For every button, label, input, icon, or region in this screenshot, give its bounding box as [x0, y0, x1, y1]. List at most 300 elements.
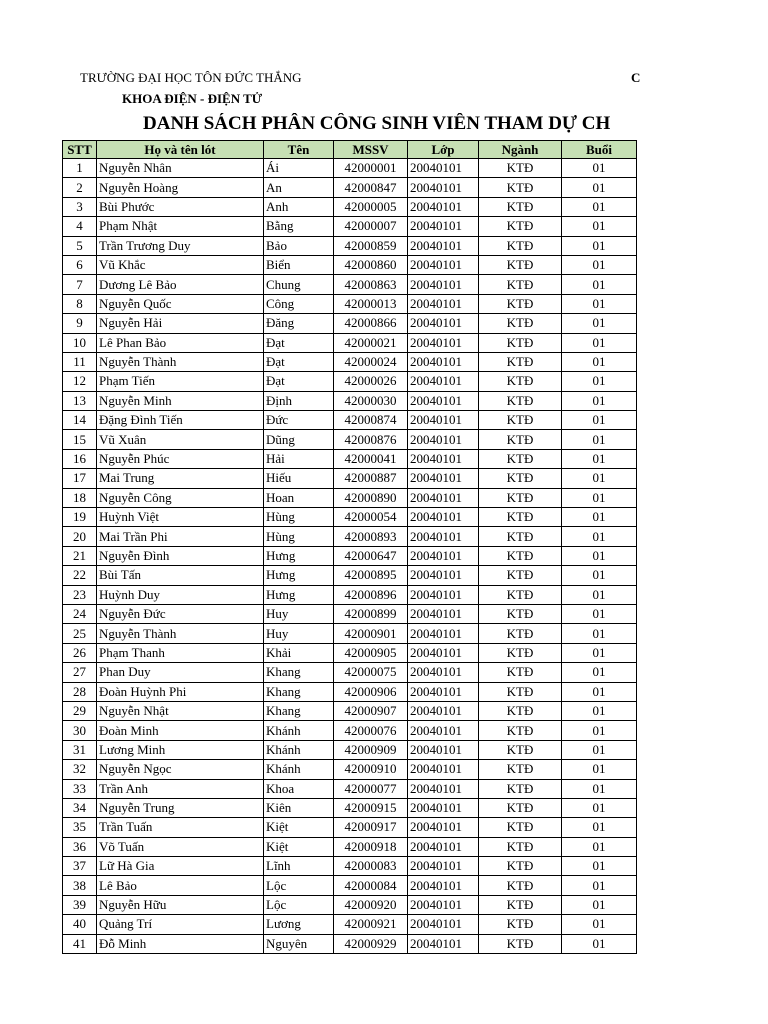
cut-off-header-letter: C — [631, 70, 641, 85]
session: 01 — [562, 333, 637, 352]
major: KTĐ — [479, 159, 562, 178]
major: KTĐ — [479, 934, 562, 953]
class-code: 20040101 — [408, 391, 479, 410]
table-row — [63, 740, 637, 759]
student-id: 42000874 — [334, 411, 408, 430]
class-code: 20040101 — [408, 682, 479, 701]
session: 01 — [562, 857, 637, 876]
student-id: 42000647 — [334, 546, 408, 565]
session: 01 — [562, 255, 637, 274]
student-id: 42000915 — [334, 798, 408, 817]
class-code: 20040101 — [408, 604, 479, 623]
table-row — [63, 391, 637, 410]
student-id: 42000887 — [334, 469, 408, 488]
row-number: 37 — [63, 857, 97, 876]
student-first-name: Bảo — [264, 236, 334, 255]
student-last-middle-name: Bùi Tấn — [97, 566, 264, 585]
student-first-name: Chung — [264, 275, 334, 294]
row-number: 15 — [63, 430, 97, 449]
class-code: 20040101 — [408, 740, 479, 759]
student-first-name: Ái — [264, 159, 334, 178]
student-last-middle-name: Trần Anh — [97, 779, 264, 798]
session: 01 — [562, 411, 637, 430]
row-number: 11 — [63, 352, 97, 371]
session: 01 — [562, 469, 637, 488]
class-code: 20040101 — [408, 159, 479, 178]
student-first-name: Bằng — [264, 217, 334, 236]
major: KTĐ — [479, 876, 562, 895]
faculty-name: KHOA ĐIỆN - ĐIỆN TỬ — [122, 91, 263, 106]
student-id: 42000005 — [334, 197, 408, 216]
student-first-name: Đạt — [264, 352, 334, 371]
row-number: 5 — [63, 236, 97, 255]
column-header: MSSV — [334, 141, 408, 159]
student-id: 42000054 — [334, 508, 408, 527]
class-code: 20040101 — [408, 236, 479, 255]
major: KTĐ — [479, 255, 562, 274]
row-number: 8 — [63, 294, 97, 313]
session: 01 — [562, 779, 637, 798]
student-first-name: Đạt — [264, 333, 334, 352]
student-last-middle-name: Trần Trương Duy — [97, 236, 264, 255]
row-number: 25 — [63, 624, 97, 643]
session: 01 — [562, 546, 637, 565]
student-id: 42000907 — [334, 701, 408, 720]
student-first-name: Đức — [264, 411, 334, 430]
row-number: 29 — [63, 701, 97, 720]
student-first-name: Biển — [264, 255, 334, 274]
table-row — [63, 818, 637, 837]
session: 01 — [562, 372, 637, 391]
major: KTĐ — [479, 469, 562, 488]
class-code: 20040101 — [408, 857, 479, 876]
session: 01 — [562, 876, 637, 895]
table-row — [63, 449, 637, 468]
student-first-name: Lĩnh — [264, 857, 334, 876]
student-last-middle-name: Nguyễn Thành — [97, 624, 264, 643]
class-code: 20040101 — [408, 663, 479, 682]
class-code: 20040101 — [408, 527, 479, 546]
class-code: 20040101 — [408, 352, 479, 371]
student-first-name: Hùng — [264, 508, 334, 527]
class-code: 20040101 — [408, 314, 479, 333]
class-code: 20040101 — [408, 934, 479, 953]
session: 01 — [562, 430, 637, 449]
table-row — [63, 624, 637, 643]
column-header: Họ và tên lót — [97, 141, 264, 159]
student-id: 42000890 — [334, 488, 408, 507]
table-row — [63, 682, 637, 701]
session: 01 — [562, 585, 637, 604]
student-first-name: Khoa — [264, 779, 334, 798]
student-id: 42000021 — [334, 333, 408, 352]
student-last-middle-name: Phan Duy — [97, 663, 264, 682]
student-last-middle-name: Vũ Khắc — [97, 255, 264, 274]
student-id: 42000920 — [334, 895, 408, 914]
table-row — [63, 411, 637, 430]
student-id: 42000859 — [334, 236, 408, 255]
major: KTĐ — [479, 197, 562, 216]
session: 01 — [562, 488, 637, 507]
column-header: Tên — [264, 141, 334, 159]
class-code: 20040101 — [408, 895, 479, 914]
table-row — [63, 275, 637, 294]
class-code: 20040101 — [408, 294, 479, 313]
student-first-name: Lộc — [264, 876, 334, 895]
session: 01 — [562, 721, 637, 740]
student-id: 42000896 — [334, 585, 408, 604]
major: KTĐ — [479, 721, 562, 740]
class-code: 20040101 — [408, 469, 479, 488]
class-code: 20040101 — [408, 411, 479, 430]
row-number: 33 — [63, 779, 97, 798]
table-row — [63, 604, 637, 623]
student-last-middle-name: Nguyễn Trung — [97, 798, 264, 817]
student-first-name: Đăng — [264, 314, 334, 333]
table-row — [63, 837, 637, 856]
student-last-middle-name: Mai Trung — [97, 469, 264, 488]
student-first-name: Công — [264, 294, 334, 313]
class-code: 20040101 — [408, 798, 479, 817]
table-row — [63, 701, 637, 720]
session: 01 — [562, 663, 637, 682]
class-code: 20040101 — [408, 876, 479, 895]
row-number: 41 — [63, 934, 97, 953]
student-last-middle-name: Mai Trần Phi — [97, 527, 264, 546]
student-last-middle-name: Nguyễn Hoàng — [97, 178, 264, 197]
row-number: 9 — [63, 314, 97, 333]
class-code: 20040101 — [408, 915, 479, 934]
major: KTĐ — [479, 546, 562, 565]
major: KTĐ — [479, 701, 562, 720]
major: KTĐ — [479, 624, 562, 643]
student-id: 42000083 — [334, 857, 408, 876]
class-code: 20040101 — [408, 508, 479, 527]
table-row — [63, 372, 637, 391]
class-code: 20040101 — [408, 197, 479, 216]
row-number: 7 — [63, 275, 97, 294]
major: KTĐ — [479, 837, 562, 856]
table-row — [63, 469, 637, 488]
student-list-table — [62, 140, 637, 954]
row-number: 21 — [63, 546, 97, 565]
session: 01 — [562, 566, 637, 585]
row-number: 3 — [63, 197, 97, 216]
student-last-middle-name: Quảng Trí — [97, 915, 264, 934]
row-number: 40 — [63, 915, 97, 934]
student-last-middle-name: Nguyễn Đức — [97, 604, 264, 623]
table-row — [63, 663, 637, 682]
student-last-middle-name: Nguyễn Quốc — [97, 294, 264, 313]
major: KTĐ — [479, 740, 562, 759]
student-id: 42000929 — [334, 934, 408, 953]
row-number: 10 — [63, 333, 97, 352]
major: KTĐ — [479, 527, 562, 546]
row-number: 14 — [63, 411, 97, 430]
column-header: Buổi — [562, 141, 637, 159]
major: KTĐ — [479, 585, 562, 604]
student-id: 42000013 — [334, 294, 408, 313]
student-first-name: Hưng — [264, 585, 334, 604]
student-id: 42000910 — [334, 760, 408, 779]
student-id: 42000076 — [334, 721, 408, 740]
row-number: 27 — [63, 663, 97, 682]
table-row — [63, 798, 637, 817]
class-code: 20040101 — [408, 701, 479, 720]
class-code: 20040101 — [408, 217, 479, 236]
student-last-middle-name: Trần Tuấn — [97, 818, 264, 837]
class-code: 20040101 — [408, 818, 479, 837]
student-id: 42000026 — [334, 372, 408, 391]
table-row — [63, 159, 637, 178]
class-code: 20040101 — [408, 488, 479, 507]
student-first-name: Khang — [264, 682, 334, 701]
student-id: 42000030 — [334, 391, 408, 410]
student-last-middle-name: Lữ Hà Gia — [97, 857, 264, 876]
row-number: 34 — [63, 798, 97, 817]
student-id: 42000084 — [334, 876, 408, 895]
student-last-middle-name: Dương Lê Bảo — [97, 275, 264, 294]
session: 01 — [562, 508, 637, 527]
student-id: 42000075 — [334, 663, 408, 682]
student-id: 42000863 — [334, 275, 408, 294]
class-code: 20040101 — [408, 585, 479, 604]
student-first-name: Hoan — [264, 488, 334, 507]
row-number: 1 — [63, 159, 97, 178]
student-last-middle-name: Nguyễn Nhân — [97, 159, 264, 178]
class-code: 20040101 — [408, 721, 479, 740]
table-row — [63, 779, 637, 798]
session: 01 — [562, 197, 637, 216]
student-last-middle-name: Vũ Xuân — [97, 430, 264, 449]
major: KTĐ — [479, 682, 562, 701]
major: KTĐ — [479, 760, 562, 779]
session: 01 — [562, 604, 637, 623]
major: KTĐ — [479, 449, 562, 468]
table-row — [63, 352, 637, 371]
column-header: Lớp — [408, 141, 479, 159]
table-row — [63, 934, 637, 953]
student-last-middle-name: Đỗ Minh — [97, 934, 264, 953]
class-code: 20040101 — [408, 779, 479, 798]
student-first-name: Hiếu — [264, 469, 334, 488]
student-last-middle-name: Lê Bảo — [97, 876, 264, 895]
major: KTĐ — [479, 895, 562, 914]
session: 01 — [562, 643, 637, 662]
student-id: 42000893 — [334, 527, 408, 546]
session: 01 — [562, 275, 637, 294]
student-first-name: Đạt — [264, 372, 334, 391]
student-last-middle-name: Nguyễn Minh — [97, 391, 264, 410]
document-title: DANH SÁCH PHÂN CÔNG SINH VIÊN THAM DỰ CH — [143, 113, 611, 134]
student-id: 42000024 — [334, 352, 408, 371]
row-number: 2 — [63, 178, 97, 197]
session: 01 — [562, 837, 637, 856]
student-last-middle-name: Nguyễn Hải — [97, 314, 264, 333]
student-last-middle-name: Lê Phan Bảo — [97, 333, 264, 352]
class-code: 20040101 — [408, 546, 479, 565]
major: KTĐ — [479, 391, 562, 410]
session: 01 — [562, 915, 637, 934]
student-last-middle-name: Nguyễn Nhật — [97, 701, 264, 720]
major: KTĐ — [479, 430, 562, 449]
major: KTĐ — [479, 508, 562, 527]
class-code: 20040101 — [408, 178, 479, 197]
student-first-name: Hùng — [264, 527, 334, 546]
student-first-name: Kiệt — [264, 818, 334, 837]
student-last-middle-name: Nguyễn Hữu — [97, 895, 264, 914]
major: KTĐ — [479, 294, 562, 313]
student-id: 42000899 — [334, 604, 408, 623]
student-first-name: An — [264, 178, 334, 197]
session: 01 — [562, 740, 637, 759]
student-first-name: Kiên — [264, 798, 334, 817]
row-number: 31 — [63, 740, 97, 759]
session: 01 — [562, 352, 637, 371]
table-row — [63, 236, 637, 255]
session: 01 — [562, 760, 637, 779]
student-last-middle-name: Đoàn Huỳnh Phi — [97, 682, 264, 701]
student-first-name: Khánh — [264, 721, 334, 740]
session: 01 — [562, 449, 637, 468]
student-first-name: Hưng — [264, 546, 334, 565]
major: KTĐ — [479, 314, 562, 333]
row-number: 39 — [63, 895, 97, 914]
student-last-middle-name: Đặng Đình Tiến — [97, 411, 264, 430]
student-last-middle-name: Phạm Thanh — [97, 643, 264, 662]
student-id: 42000866 — [334, 314, 408, 333]
session: 01 — [562, 236, 637, 255]
class-code: 20040101 — [408, 837, 479, 856]
class-code: 20040101 — [408, 333, 479, 352]
row-number: 12 — [63, 372, 97, 391]
table-row — [63, 508, 637, 527]
column-header: Ngành — [479, 141, 562, 159]
major: KTĐ — [479, 643, 562, 662]
student-last-middle-name: Phạm Tiến — [97, 372, 264, 391]
session: 01 — [562, 314, 637, 333]
student-first-name: Kiệt — [264, 837, 334, 856]
row-number: 28 — [63, 682, 97, 701]
student-first-name: Khánh — [264, 740, 334, 759]
student-last-middle-name: Nguyễn Ngọc — [97, 760, 264, 779]
row-number: 19 — [63, 508, 97, 527]
session: 01 — [562, 934, 637, 953]
table-row — [63, 566, 637, 585]
table-row — [63, 876, 637, 895]
major: KTĐ — [479, 372, 562, 391]
table-row — [63, 721, 637, 740]
student-last-middle-name: Huỳnh Duy — [97, 585, 264, 604]
session: 01 — [562, 682, 637, 701]
row-number: 17 — [63, 469, 97, 488]
student-first-name: Khang — [264, 663, 334, 682]
table-row — [63, 314, 637, 333]
student-first-name: Anh — [264, 197, 334, 216]
student-id: 42000001 — [334, 159, 408, 178]
table-header-row — [63, 141, 637, 159]
row-number: 30 — [63, 721, 97, 740]
table-row — [63, 585, 637, 604]
row-number: 20 — [63, 527, 97, 546]
row-number: 16 — [63, 449, 97, 468]
session: 01 — [562, 818, 637, 837]
row-number: 38 — [63, 876, 97, 895]
session: 01 — [562, 178, 637, 197]
student-last-middle-name: Nguyễn Phúc — [97, 449, 264, 468]
student-last-middle-name: Huỳnh Việt — [97, 508, 264, 527]
class-code: 20040101 — [408, 255, 479, 274]
student-last-middle-name: Nguyễn Công — [97, 488, 264, 507]
student-id: 42000905 — [334, 643, 408, 662]
session: 01 — [562, 624, 637, 643]
table-body — [63, 159, 637, 954]
class-code: 20040101 — [408, 275, 479, 294]
session: 01 — [562, 701, 637, 720]
student-id: 42000909 — [334, 740, 408, 759]
table-row — [63, 643, 637, 662]
class-code: 20040101 — [408, 566, 479, 585]
session: 01 — [562, 798, 637, 817]
student-last-middle-name: Phạm Nhật — [97, 217, 264, 236]
student-last-middle-name: Đoàn Minh — [97, 721, 264, 740]
major: KTĐ — [479, 352, 562, 371]
student-first-name: Lương — [264, 915, 334, 934]
major: KTĐ — [479, 217, 562, 236]
session: 01 — [562, 294, 637, 313]
table-row — [63, 294, 637, 313]
school-name: TRƯỜNG ĐẠI HỌC TÔN ĐỨC THẮNG — [80, 70, 302, 85]
student-id: 42000860 — [334, 255, 408, 274]
class-code: 20040101 — [408, 643, 479, 662]
student-last-middle-name: Nguyễn Đình — [97, 546, 264, 565]
session: 01 — [562, 527, 637, 546]
student-id: 42000895 — [334, 566, 408, 585]
table-row — [63, 895, 637, 914]
row-number: 32 — [63, 760, 97, 779]
session: 01 — [562, 217, 637, 236]
table-row — [63, 915, 637, 934]
student-id: 42000007 — [334, 217, 408, 236]
row-number: 6 — [63, 255, 97, 274]
student-id: 42000847 — [334, 178, 408, 197]
major: KTĐ — [479, 663, 562, 682]
table-row — [63, 255, 637, 274]
student-id: 42000921 — [334, 915, 408, 934]
major: KTĐ — [479, 798, 562, 817]
table-row — [63, 527, 637, 546]
student-last-middle-name: Nguyễn Thành — [97, 352, 264, 371]
session: 01 — [562, 895, 637, 914]
student-first-name: Huy — [264, 604, 334, 623]
session: 01 — [562, 159, 637, 178]
major: KTĐ — [479, 566, 562, 585]
row-number: 36 — [63, 837, 97, 856]
student-id: 42000918 — [334, 837, 408, 856]
major: KTĐ — [479, 236, 562, 255]
table-row — [63, 488, 637, 507]
class-code: 20040101 — [408, 372, 479, 391]
row-number: 18 — [63, 488, 97, 507]
row-number: 23 — [63, 585, 97, 604]
major: KTĐ — [479, 915, 562, 934]
table-row — [63, 546, 637, 565]
student-first-name: Khải — [264, 643, 334, 662]
student-id: 42000077 — [334, 779, 408, 798]
table-row — [63, 217, 637, 236]
major: KTĐ — [479, 333, 562, 352]
row-number: 4 — [63, 217, 97, 236]
